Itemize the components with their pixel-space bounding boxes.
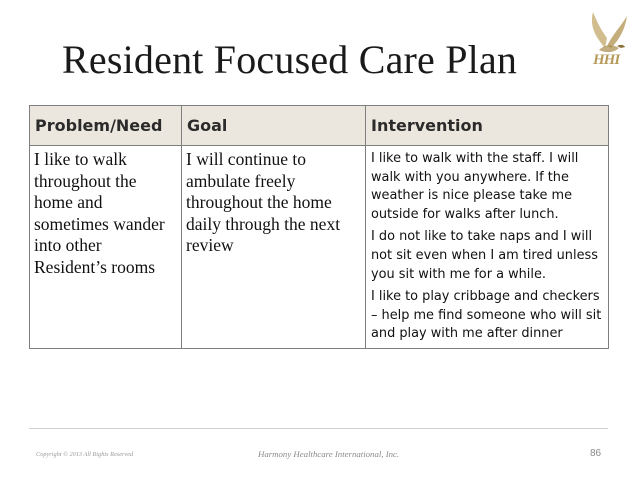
dove-logo-icon bbox=[579, 8, 631, 80]
intervention-cell bbox=[366, 146, 609, 349]
goal-cell: I will continue to ambulate freely throughout the home daily through the next review bbox=[182, 146, 366, 349]
table-row bbox=[30, 146, 609, 349]
header-problem-need: Problem/Need bbox=[30, 106, 182, 146]
footer-copyright: Copyright © 2013 All Rights Reserved bbox=[36, 451, 134, 458]
table-header-row bbox=[30, 106, 609, 146]
footer-company: Harmony Healthcare International, Inc. bbox=[258, 449, 400, 459]
problem-cell: I like to walk throughout the home and sometimes wander into other Resident’s rooms bbox=[30, 146, 182, 349]
intervention-item: I do not like to take naps and I will not sit even when I am tired unless you sit with me for a while. bbox=[371, 229, 598, 282]
care-plan-table bbox=[29, 105, 609, 349]
slide-title: Resident Focused Care Plan bbox=[62, 37, 518, 82]
intervention-item: I like to walk with the staff. I will walk with you anywhere. If the weather is nice please take me outside for walks after lunch. bbox=[371, 151, 579, 222]
intervention-item: I like to play cribbage and checkers – help me find someone who will sit and play with me after dinner bbox=[371, 289, 602, 342]
footer-divider bbox=[29, 428, 608, 429]
header-goal: Goal bbox=[182, 106, 366, 146]
logo-text: HHI bbox=[593, 52, 620, 68]
page-number: 86 bbox=[590, 448, 602, 459]
header-intervention: Intervention bbox=[366, 106, 609, 146]
